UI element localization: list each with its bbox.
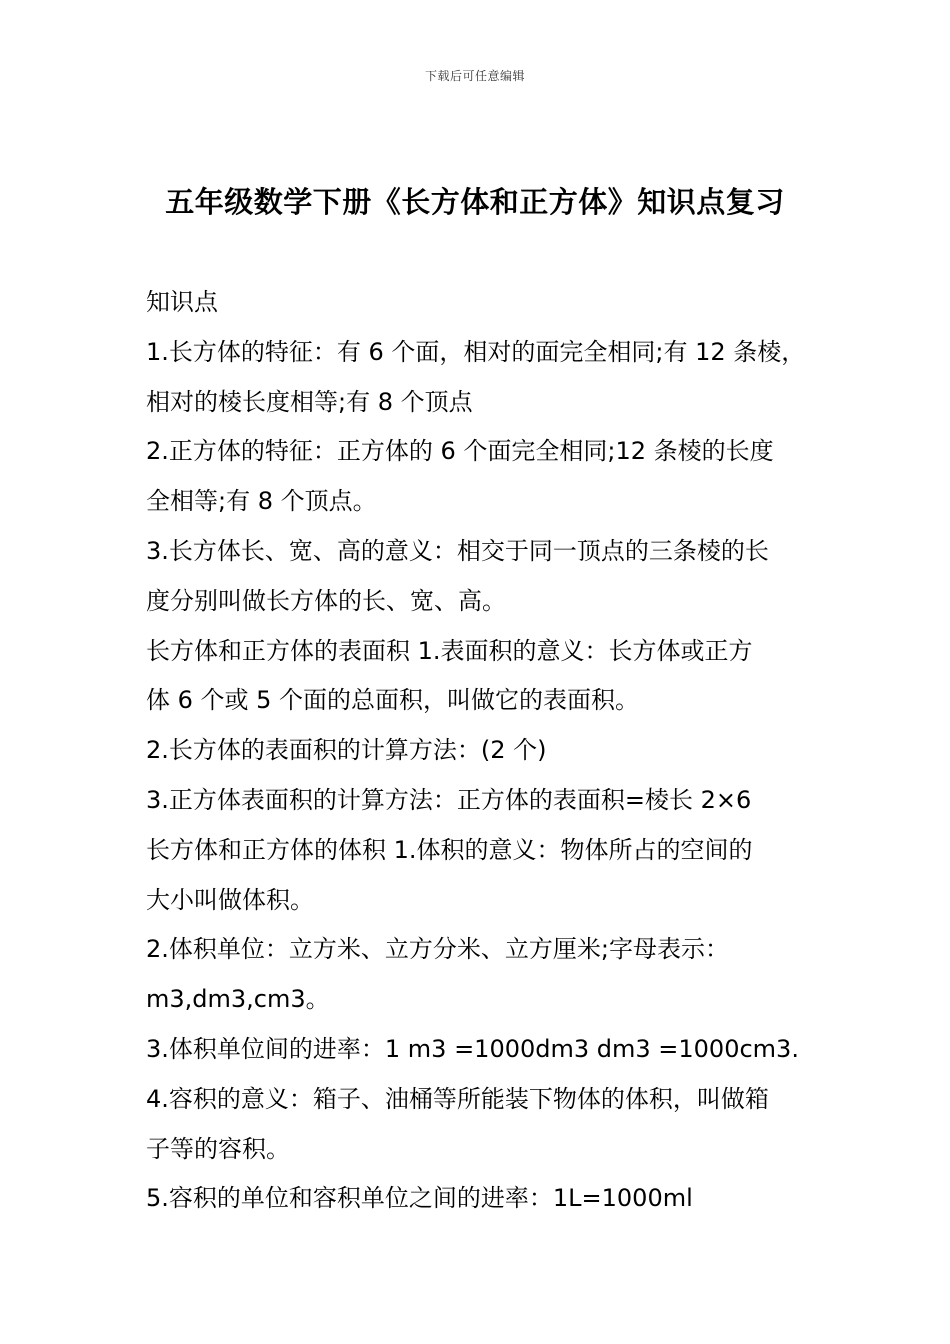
text-line: 度分别叫做长方体的长、宽、高。 (146, 586, 506, 615)
document-body (146, 278, 816, 1224)
text-line: 全相等;有 8 个顶点。 (146, 487, 377, 516)
text-line: 3.长方体长、宽、高的意义：相交于同一顶点的三条棱的长 (146, 536, 769, 565)
text-line: 子等的容积。 (146, 1134, 290, 1163)
text-line: 5.容积的单位和容积单位之间的进率：1L=1000ml (146, 1184, 693, 1213)
text-line: 3.正方体表面积的计算方法：正方体的表面积=棱长 2×6 (146, 785, 752, 814)
text-line: 4.容积的意义：箱子、油桶等所能装下物体的体积，叫做箱 (146, 1084, 769, 1113)
section-heading-knowledge-points: 知识点 (146, 288, 218, 316)
text-line: 长方体和正方体的表面积 1.表面积的意义：长方体或正方 (146, 636, 753, 665)
text-line: 3.体积单位间的进率：1 m3 =1000dm3 dm3 =1000cm3. (146, 1034, 799, 1063)
text-line: 2.体积单位：立方米、立方分米、立方厘米;字母表示： (146, 935, 729, 964)
text-line: 1.长方体的特征：有 6 个面，相对的面完全相同;有 12 条棱， (146, 337, 806, 366)
text-line: 2.长方体的表面积的计算方法：(2 个) (146, 736, 547, 765)
text-line: 长方体和正方体的体积 1.体积的意义：物体所占的空间的 (146, 835, 753, 864)
text-line: m3,dm3,cm3。 (146, 985, 330, 1014)
header-note: 下载后可任意编辑 (424, 69, 525, 83)
text-line: 2.正方体的特征：正方体的 6 个面完全相同;12 条棱的长度 (146, 437, 774, 466)
text-line: 大小叫做体积。 (146, 885, 314, 914)
text-line: 相对的棱长度相等;有 8 个顶点 (146, 387, 473, 416)
document-title: 五年级数学下册《长方体和正方体》知识点复习 (165, 185, 785, 219)
text-line: 体 6 个或 5 个面的总面积，叫做它的表面积。 (146, 686, 640, 715)
